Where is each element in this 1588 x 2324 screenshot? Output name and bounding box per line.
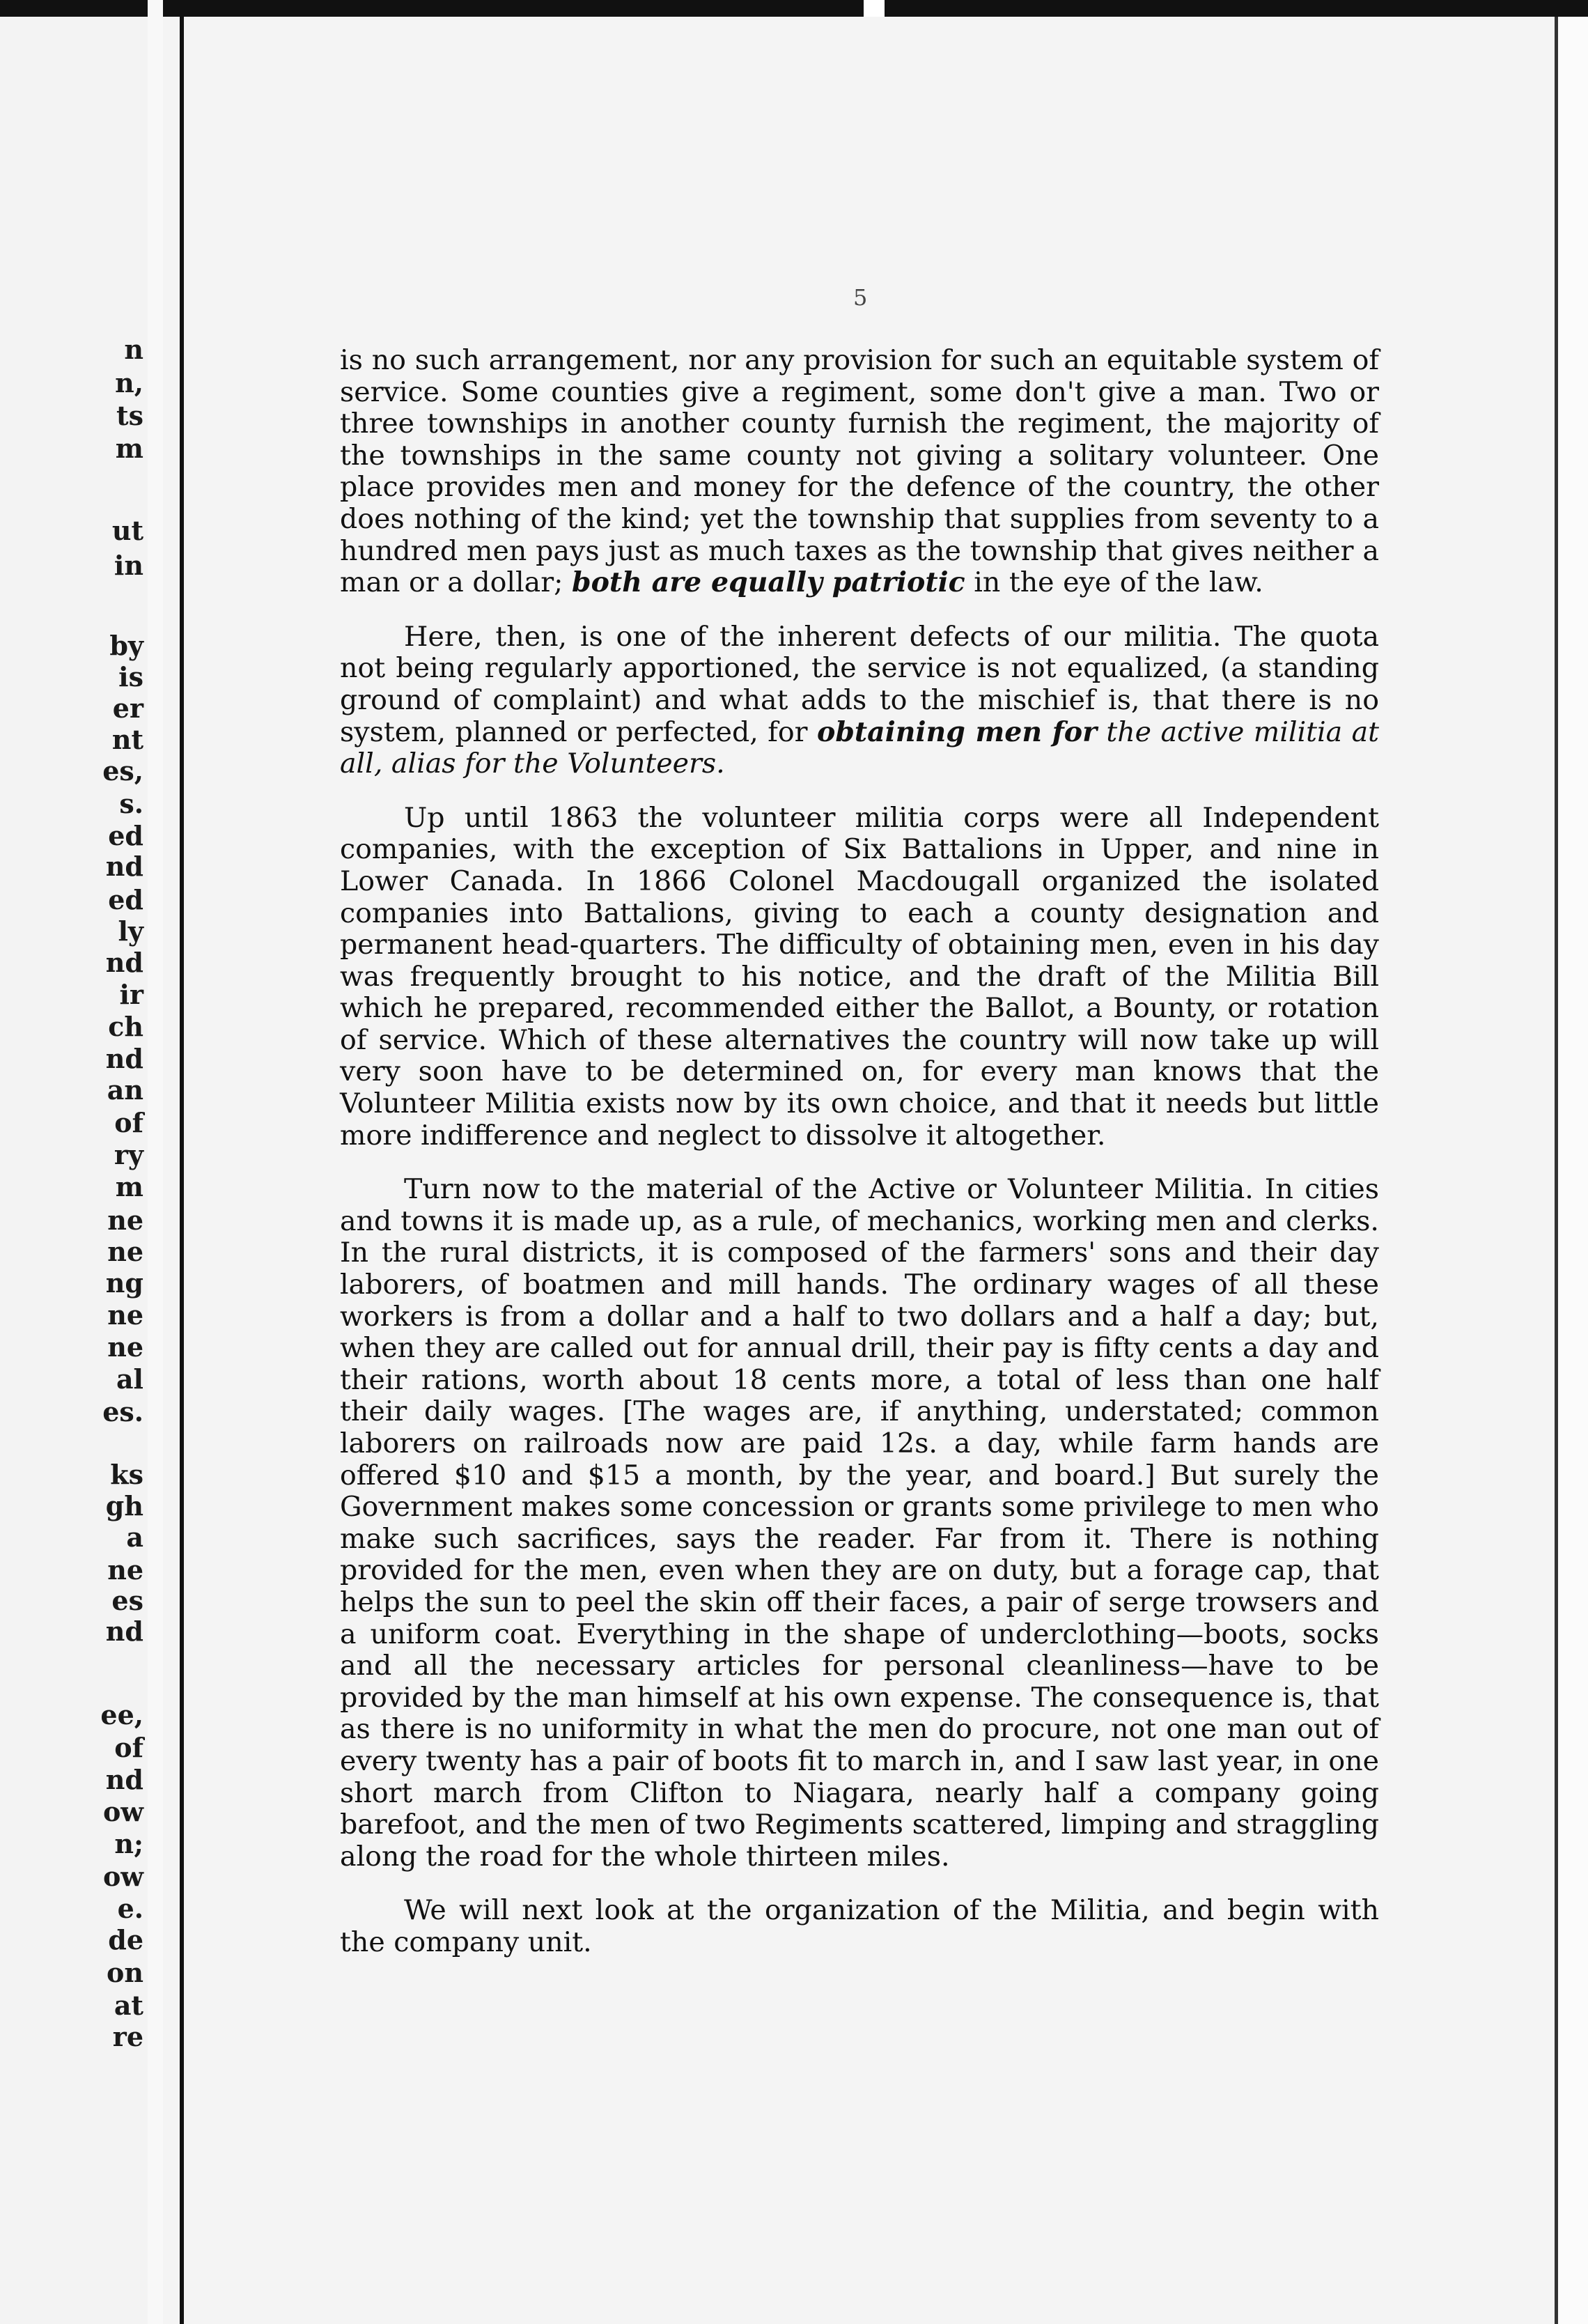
page-right-edge: [1555, 17, 1558, 2324]
facing-page-line-end: gh: [105, 1490, 143, 1521]
facing-page-line-end: al: [116, 1363, 143, 1395]
scan-top-border: [0, 0, 1588, 17]
facing-page-line-end: ne: [107, 1554, 143, 1586]
facing-page-line-end: n,: [115, 367, 143, 398]
facing-page-line-end: ng: [105, 1267, 143, 1299]
paragraph: [340, 621, 1379, 780]
facing-page-line-end: ow: [102, 1796, 143, 1827]
facing-page-edge: [148, 0, 163, 2324]
paragraph: [340, 1895, 1379, 1958]
facing-page-line-end: ly: [118, 915, 143, 947]
facing-page-line-end: ee,: [100, 1699, 143, 1730]
scan-top-gap: [864, 0, 885, 17]
facing-page-line-end: ow: [102, 1861, 143, 1892]
facing-page-fragment: [0, 17, 148, 2324]
facing-page-line-end: a: [126, 1521, 143, 1553]
facing-page-line-end: m: [115, 1171, 143, 1202]
page-number: 5: [853, 284, 868, 311]
facing-page-line-end: of: [114, 1732, 143, 1763]
facing-page-line-end: er: [112, 692, 143, 724]
page-body: [340, 345, 1379, 1959]
facing-page-line-end: ch: [108, 1011, 143, 1042]
facing-page-line-end: ed: [108, 820, 143, 851]
facing-page-line-end: nd: [105, 1764, 143, 1795]
facing-page-line-end: es: [111, 1585, 143, 1616]
right-margin: [1558, 17, 1588, 2324]
facing-page-line-end: de: [108, 1924, 143, 1955]
facing-page-line-end: is: [118, 661, 143, 692]
facing-page-line-end: ks: [110, 1459, 143, 1490]
facing-page-line-end: nd: [105, 1043, 143, 1074]
facing-page-line-end: ut: [111, 515, 143, 546]
facing-page-line-end: ts: [116, 400, 143, 431]
facing-page-line-end: ir: [119, 979, 143, 1010]
text-run: Up until 1863 the volunteer militia corps were all Independent companies, with the exception of Six Battalions in Upper, and nine in Lower Canada. In 1866 Colonel Macdougall organized the isolated companies into Battalions, giving to each a county designation and permanent head-quarters. The difficulty of obtaining men, even in his day was frequently brought to his notice, and the draft of the Militia Bill which he prepared, recommended either the Ballot, a Bounty, or rotation of service. Which of these alternatives the country will now take up will very soon have to be determined on, for every man knows that the Volunteer Militia exists now by its own choice, and that it needs but little more indifference and neglect to dissolve it altogether.: [340, 801, 1379, 1152]
paragraph: [340, 1174, 1379, 1873]
facing-page-line-end: es,: [102, 755, 143, 787]
facing-page-line-end: ry: [114, 1139, 143, 1170]
text-run: Turn now to the material of the Active or Volunteer Militia. In cities and towns it is made up, as a rule, of mechanics, working men and clerks. In the rural districts, it is composed of the farmers' sons and their day laborers, of boatmen and mill hands. The ordinary wages of all these workers is from a dollar and a half to two dollars and a half a day; but, when they are called out for annual drill, their pay is fifty cents a day and their rations, worth about 18 cents more, a total of less than one half their daily wages. [The wages are, if anything, understated; common laborers on railroads now are paid 12s. a day, while farm hands are offered $10 and $15 a month, by the year, and board.] But surely the Government makes some concession or grants some privilege to men who make such sacrifices, says the reader. Far from it. There is nothing provided for the men, even when they are on duty, but a forage cap, that helps the sun to peel the skin off their faces, a pair of serge trowsers and a uniform coat. Everything in the shape of underclothing—boots, socks and all the necessary articles for personal cleanliness—have to be provided by the man himself at his own expense. The consequence is, that as there is no uniformity in what the men do procure, not one man out of every twenty has a pair of boots fit to march in, and I saw last year, in one short march from Clifton to Niagara, nearly half a company going barefoot, and the men of two Regiments scattered, limping and straggling along the road for the whole thirteen miles.: [340, 1173, 1379, 1873]
paragraph: [340, 803, 1379, 1152]
facing-page-line-end: an: [107, 1074, 143, 1106]
facing-page-line-end: ne: [107, 1331, 143, 1363]
facing-page-line-end: on: [107, 1957, 143, 1988]
facing-page-line-end: at: [114, 1990, 143, 2021]
facing-page-line-end: ne: [107, 1236, 143, 1267]
facing-page-line-end: in: [114, 550, 143, 581]
text-run: the active militia at all, alias for the Volunteers.: [340, 715, 1380, 780]
facing-page-line-end: nd: [105, 947, 143, 978]
facing-page-line-end: n;: [114, 1828, 143, 1859]
facing-page-line-end: nt: [111, 724, 143, 755]
facing-page-line-end: re: [112, 2021, 143, 2052]
page-gutter-line: [180, 0, 184, 2324]
text-run: in the eye of the law.: [965, 566, 1263, 599]
facing-page-line-end: nd: [105, 1616, 143, 1647]
facing-page-line-end: of: [114, 1107, 143, 1138]
text-run: obtaining men for: [816, 715, 1097, 748]
facing-page-line-end: nd: [105, 851, 143, 882]
facing-page-line-end: ne: [107, 1299, 143, 1331]
text-run: Here, then, is one of the inherent defects of our militia. The quota not being regularly apportioned, the service is not equalized, (a standing ground of complaint) and what adds to the mischief is, that there is no system, planned or perfected, for: [340, 620, 1379, 748]
facing-page-line-end: n: [124, 334, 143, 365]
facing-page-line-end: ed: [108, 884, 143, 915]
facing-page-line-end: s.: [119, 788, 143, 819]
facing-page-line-end: e.: [117, 1893, 143, 1924]
facing-page-line-end: ne: [107, 1204, 143, 1236]
text-run: is no such arrangement, nor any provision for such an equitable system of service. Some counties give a regiment, some don't give a man. Two or three townships in another county furnish the regiment, the majority of the townships in the same county not giving a solitary volunteer. One place provides men and money for the defence of the country, the other does nothing of the kind; yet the township that supplies from seventy to a hundred men pays just as much taxes as the township that gives neither a man or a dollar;: [340, 344, 1379, 599]
facing-page-line-end: m: [115, 433, 143, 464]
paragraph: [340, 345, 1379, 599]
text-run: We will next look at the organization of the Militia, and begin with the company unit.: [340, 1894, 1379, 1958]
text-run: [1097, 716, 1106, 748]
facing-page-line-end: es.: [102, 1396, 143, 1427]
facing-page-line-end: by: [109, 630, 143, 661]
text-run: both are equally patriotic: [571, 566, 965, 599]
